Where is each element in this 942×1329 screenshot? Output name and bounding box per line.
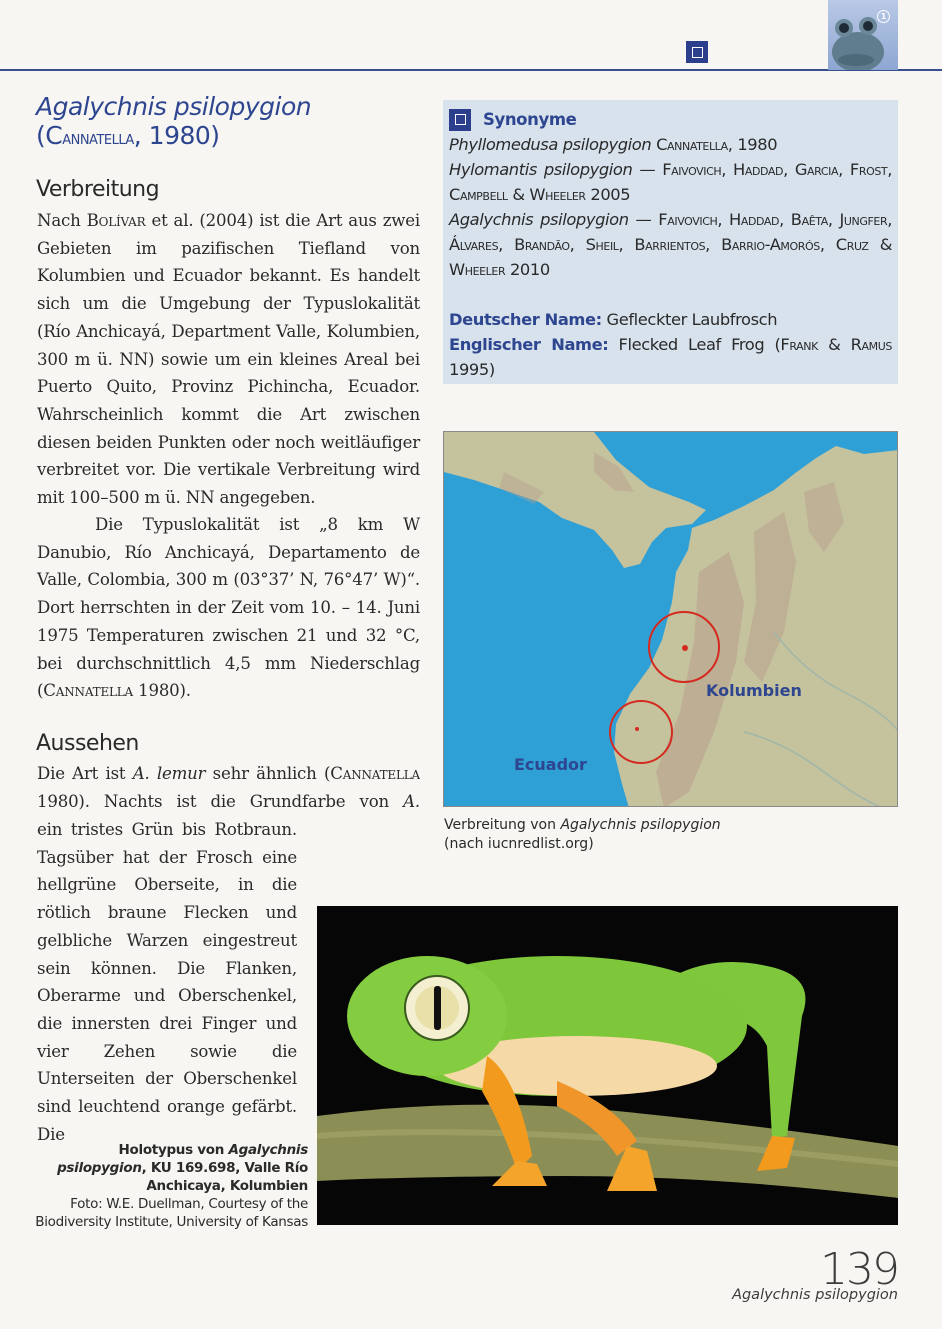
header-rule — [0, 69, 942, 71]
synonym-entry: Hylomantis psilopygion — Faivovich, Haddad, Garcia, Frost, Campbell & Wheeler 2005 — [449, 160, 893, 204]
map-caption: Verbreitung von Agalychnis psilopygion (nach iucnredlist.org) — [444, 817, 721, 852]
frog-icon — [828, 0, 898, 70]
map-label-kolumbien: Kolumbien — [706, 681, 802, 700]
photo-caption: Holotypus von Agalychnis psilopygion, KU 169.698, Valle Río Anchicaya, Kolumbien Foto: W.E. Duellman, Courtesy of the Biodiversity Institute, University of Kansas — [35, 1142, 308, 1230]
frog-photo — [317, 906, 898, 1225]
running-title: Agalychnis psilopygion — [732, 1287, 898, 1303]
german-name: Deutscher Name: Gefleckter Laubfrosch — [449, 310, 778, 329]
aussehen-paragraph-rest: ein tristes Grün bis Rotbraun. Tagsüber hat der Frosch eine hellgrüne Oberseite, in die rötlich braune Flecken und gelbliche Warzen eingestreut sein können. Die Flanken, Oberarme und Oberschenkel, die innersten drei Finger und vier Zehen sowie die Unterseiten der Oberschenkel sind leuchtend orange gefärbt. Die — [37, 820, 297, 1144]
species-title — [36, 92, 436, 153]
aussehen-paragraph-top: Die Art ist A. lemur sehr ähnlich (Cannatella 1980). Nachts ist die Grundfarbe von A. — [37, 764, 420, 811]
synonym-entry: Agalychnis psilopygion — Faivovich, Haddad, Baêta, Jungfer, Álvares, Brandão, Sheil, Barrientos, Barrio-Amorós, Cruz & Wheeler 2010 — [449, 210, 892, 279]
map-label-ecuador: Ecuador — [514, 755, 587, 774]
heading-verbreitung: Verbreitung — [36, 177, 160, 202]
page-number: 139 — [820, 1244, 898, 1295]
square-icon — [686, 41, 708, 63]
synonym-heading: Synonyme — [449, 107, 892, 132]
verbreitung-paragraph-1: Nach Bolívar et al. (2004) ist die Art aus zwei Gebieten im pazifischen Tiefland von Kolumbien und Ecuador bekannt. Es handelt sich um die Umgebung der Typuslokalität (Río Anchicayá, Department Valle, Kolumbien, 300 m ü. NN) sowie um ein kleines Areal bei Puerto Quito, Provinz Pichincha, Ecuador. Wahrscheinlich kommt die Art zwischen diesen beiden Punkten oder noch weitläufiger verbreitet vor. Die vertikale Verbreitung wird mit 100–500 m ü. NN angegeben. — [37, 211, 420, 508]
scientific-name: Agalychnis psilopygion — [36, 92, 312, 121]
heading-aussehen: Aussehen — [36, 731, 139, 756]
distribution-map — [443, 431, 898, 807]
tab-number: 1 — [877, 10, 890, 23]
common-names — [449, 307, 892, 382]
english-name: Englischer Name: Flecked Leaf Frog (Frank & Ramus 1995) — [449, 335, 892, 379]
synonym-entry: Phyllomedusa psilopygion Cannatella, 1980 — [449, 135, 778, 154]
verbreitung-paragraph-2: Die Typuslokalität ist „8 km W Danubio, Río Anchicayá, Departamento de Valle, Colombia, 300 m (03°37’ N, 76°47’ W)“. Dort herrschten in der Zeit vom 10. – 14. Juni 1975 Temperaturen zwischen 21 und 32 °C, bei durchschnittlich 4,5 mm Niederschlag (Cannatella 1980). — [37, 515, 420, 701]
synonym-box — [443, 100, 898, 384]
species-author: (Cannatella, 1980) — [36, 121, 220, 150]
square-icon — [449, 109, 471, 131]
